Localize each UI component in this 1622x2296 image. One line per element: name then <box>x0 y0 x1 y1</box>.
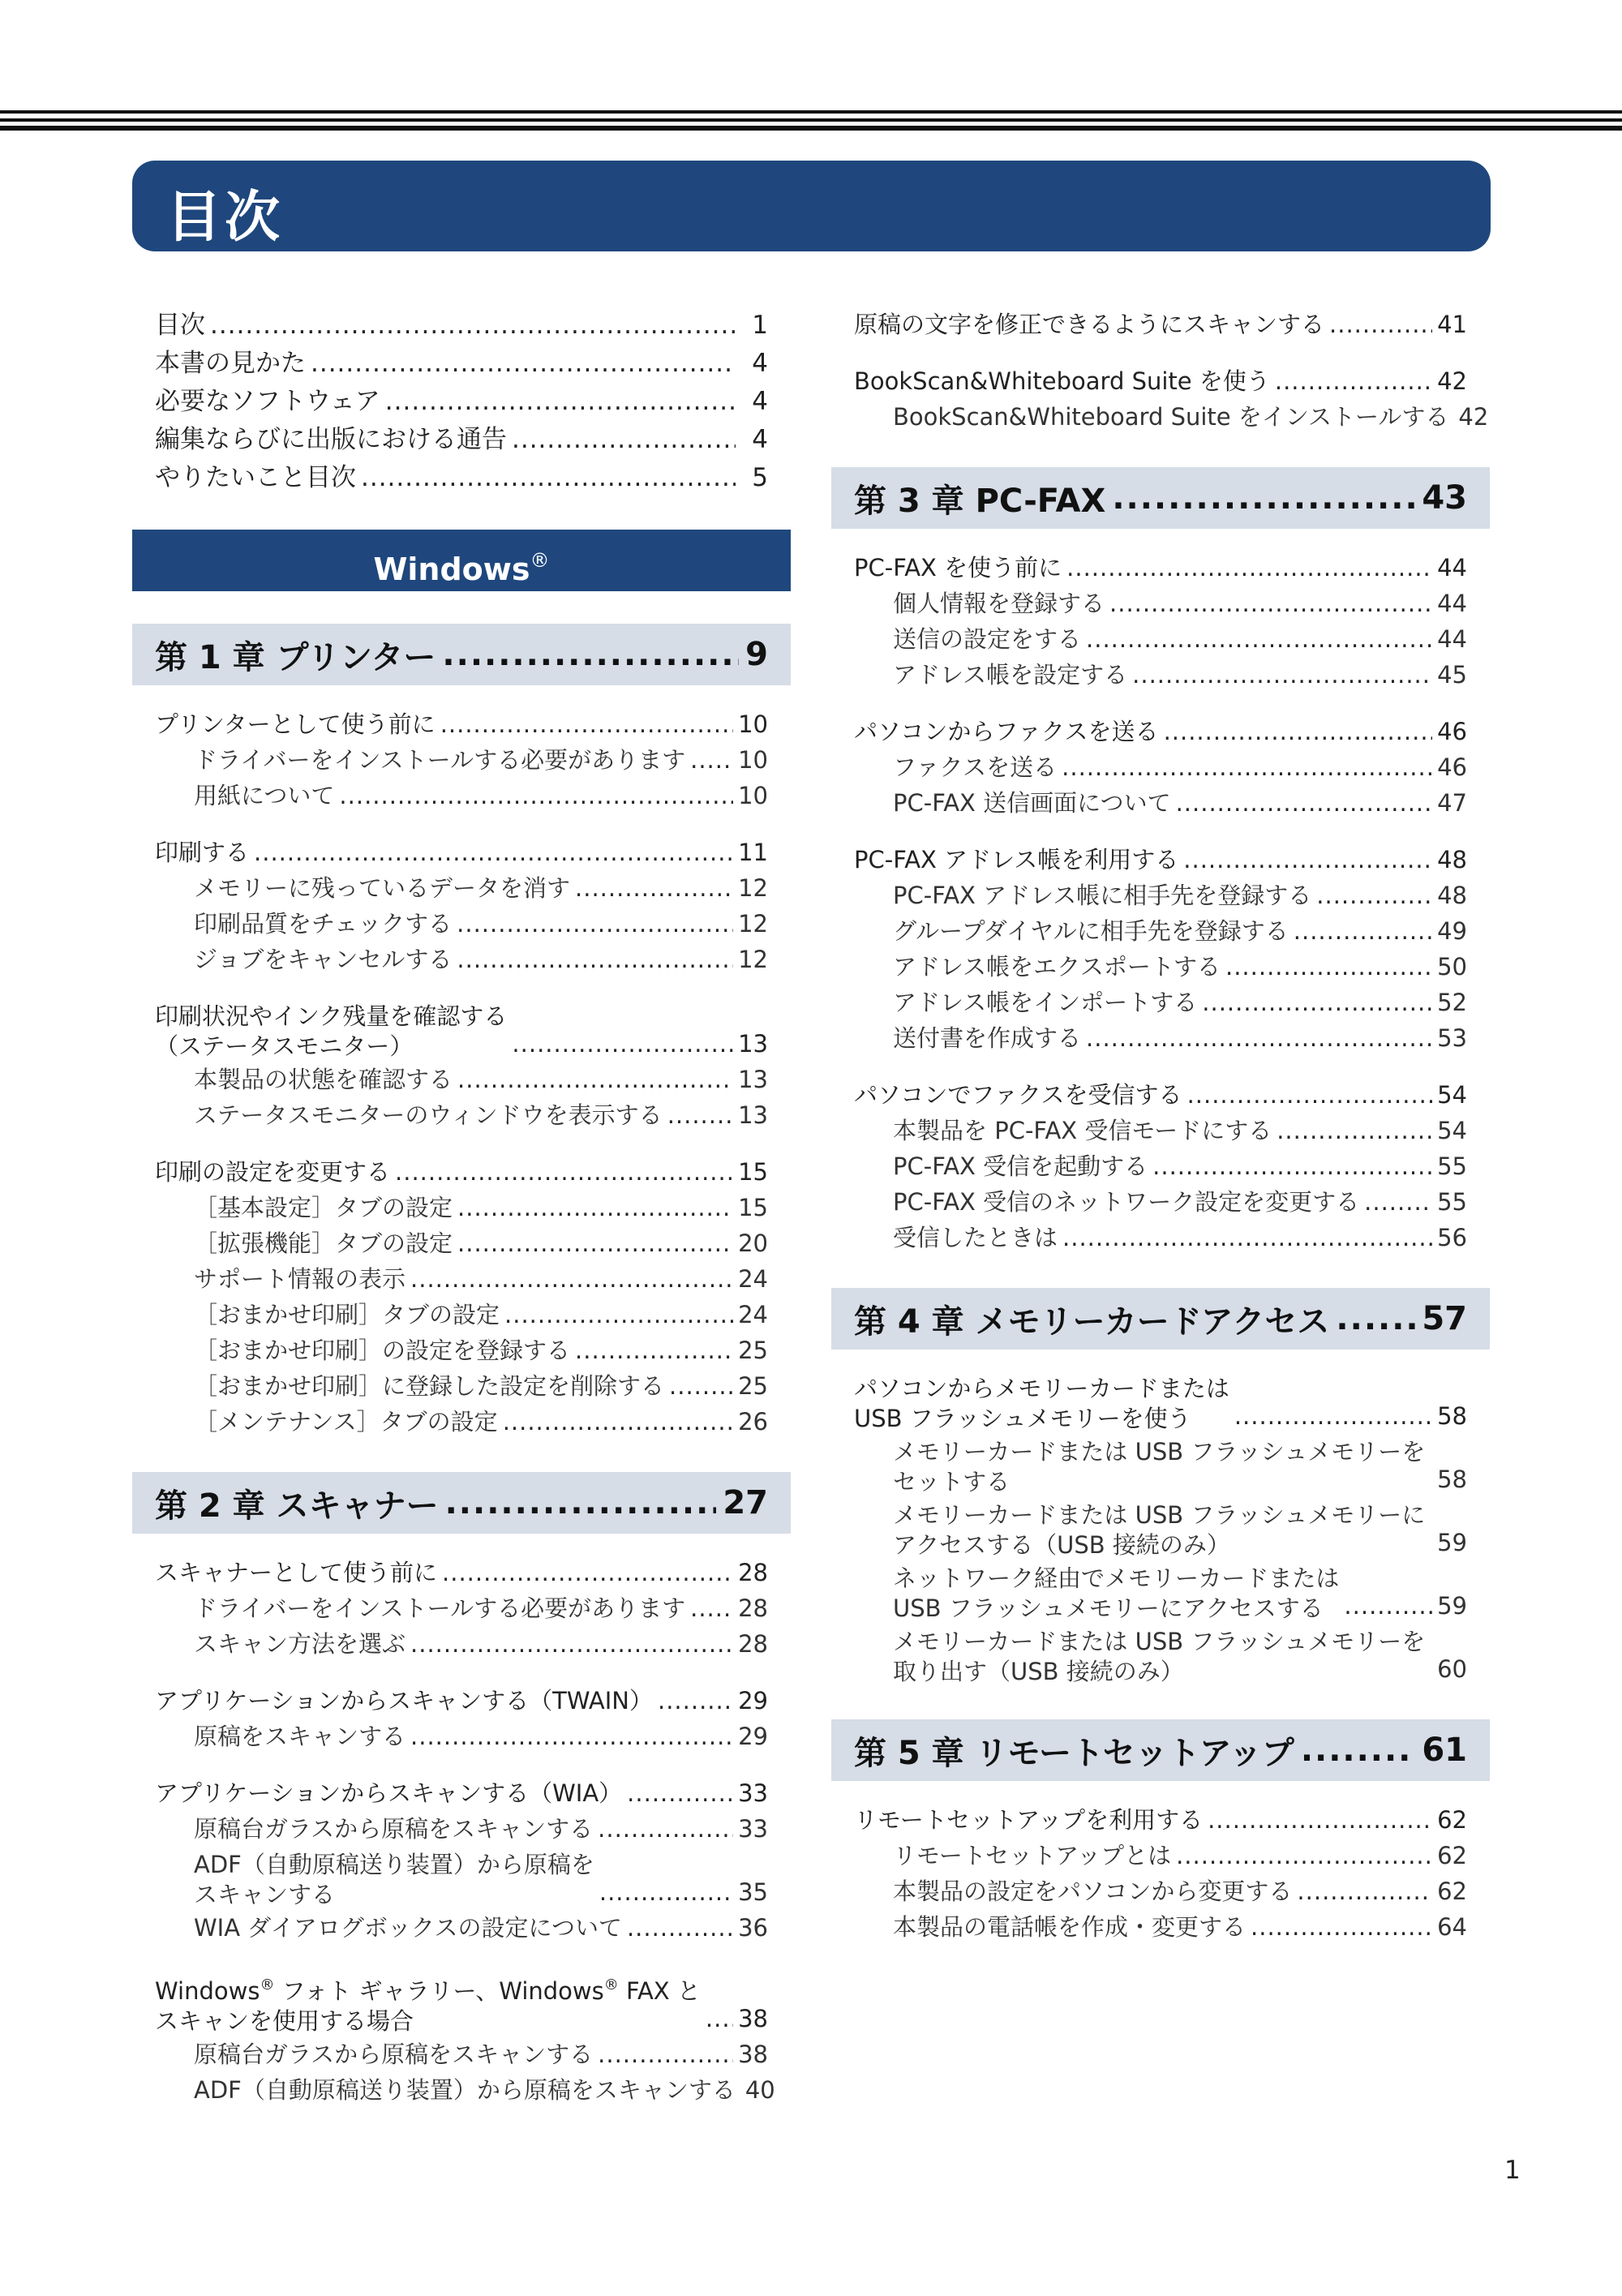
toc-entry[interactable]: アプリケーションからスキャンする（TWAIN） ..... 29 <box>132 1683 791 1719</box>
toc-subentry[interactable]: メモリーに残っているデータを消す ..... 12 <box>132 870 791 906</box>
toc-entry[interactable]: 印刷状況やインク残量を確認する （ステータスモニター） ..... 13 <box>132 998 791 1062</box>
toc-subentry[interactable]: 受信したときは ..... 56 <box>831 1220 1490 1255</box>
toc-section <box>831 1371 1490 1687</box>
toc-subentry[interactable]: ［拡張機能］タブの設定 ..... 20 <box>132 1225 791 1261</box>
toc-entry[interactable]: やりたいこと目次 ..... 5 <box>132 459 791 497</box>
toc-subentry[interactable]: 送付書を作成する ..... 53 <box>831 1020 1490 1056</box>
toc-subentry[interactable]: 原稿台ガラスから原稿をスキャンする ..... 38 <box>132 2036 791 2072</box>
toc-subentry[interactable]: 本製品の電話帳を作成・変更する ..... 64 <box>831 1909 1490 1945</box>
toc-subentry[interactable]: ［基本設定］タブの設定 ..... 15 <box>132 1190 791 1225</box>
toc-subentry[interactable]: アドレス帳をインポートする ..... 52 <box>831 985 1490 1020</box>
toc-subentry[interactable]: グループダイヤルに相手先を登録する ..... 49 <box>831 913 1490 949</box>
toc-subentry[interactable]: 用紙について ..... 10 <box>132 778 791 813</box>
toc-left-column <box>132 307 791 2108</box>
toc-section <box>132 1775 791 1946</box>
toc-entry[interactable]: リモートセットアップを利用する ..... 62 <box>831 1802 1490 1838</box>
chapter-1-heading[interactable]: 第 1 章 プリンター ..... 9 <box>132 624 791 685</box>
toc-subentry[interactable]: 送信の設定をする ..... 44 <box>831 621 1490 657</box>
toc-subentry[interactable]: ADF（自動原稿送り装置）から原稿をスキャンする 40 <box>194 2076 775 2104</box>
toc-entry[interactable]: 必要なソフトウェア ..... 4 <box>132 383 791 421</box>
toc-entry[interactable]: パソコンからメモリーカードまたは USB フラッシュメモリーを使う ..... 58 <box>831 1371 1490 1434</box>
toc-subentry[interactable]: ドライバーをインストールする必要があります ..... 10 <box>132 742 791 778</box>
page-number: 1 <box>1504 2156 1521 2185</box>
toc-entry[interactable]: 本書の見かた ..... 4 <box>132 345 791 383</box>
toc-entry[interactable]: スキャナーとして使う前に ..... 28 <box>132 1555 791 1590</box>
chapter-4-heading[interactable]: 第 4 章 メモリーカードアクセス ..... 57 <box>831 1288 1490 1350</box>
toc-section <box>132 1555 791 1662</box>
toc-entry[interactable]: アプリケーションからスキャンする（WIA） ..... 33 <box>132 1775 791 1811</box>
toc-section <box>132 1154 791 1440</box>
toc-subentry[interactable]: ドライバーをインストールする必要があります ..... 28 <box>132 1590 791 1626</box>
toc-entry[interactable]: BookScan&Whiteboard Suite を使う ..... 42 <box>831 363 1490 399</box>
toc-subentry[interactable]: ［おまかせ印刷］に登録した設定を削除する ..... 25 <box>132 1368 791 1404</box>
toc-subentry[interactable]: PC-FAX アドレス帳に相手先を登録する ..... 48 <box>831 878 1490 913</box>
toc-entry[interactable]: 編集ならびに出版における通告 ..... 4 <box>132 421 791 459</box>
toc-subentry[interactable]: リモートセットアップとは ..... 62 <box>831 1838 1490 1873</box>
toc-entry[interactable]: プリンターとして使う前に ..... 10 <box>132 706 791 742</box>
chapter-2-heading[interactable]: 第 2 章 スキャナー ..... 27 <box>132 1472 791 1534</box>
toc-entry[interactable]: PC-FAX を使う前に ..... 44 <box>831 550 1490 586</box>
toc-subentry[interactable]: ネットワーク経由でメモリーカードまたは USB フラッシュメモリーにアクセスする ..... 59 <box>831 1560 1490 1624</box>
toc-section <box>132 706 791 813</box>
front-matter-list <box>132 307 791 497</box>
toc-subentry[interactable]: サポート情報の表示 ..... 24 <box>132 1261 791 1297</box>
toc-subentry[interactable]: メモリーカードまたは USB フラッシュメモリーを セットする ..... 58 <box>831 1434 1490 1497</box>
toc-subentry[interactable]: 原稿をスキャンする ..... 29 <box>132 1719 791 1754</box>
toc-entry[interactable]: 目次 ..... 1 <box>132 307 791 345</box>
page-title: 目次 <box>166 186 284 250</box>
toc-section <box>831 842 1490 1056</box>
toc-section <box>831 1077 1490 1255</box>
toc-subentry[interactable]: PC-FAX 受信のネットワーク設定を変更する ..... 55 <box>831 1184 1490 1220</box>
toc-subentry[interactable]: スキャン方法を選ぶ ..... 28 <box>132 1626 791 1662</box>
title-banner <box>132 161 1491 251</box>
toc-entry[interactable]: 印刷の設定を変更する ..... 15 <box>132 1154 791 1190</box>
toc-section <box>831 714 1490 821</box>
toc-subentry[interactable]: BookScan&Whiteboard Suite をインストールする 42 <box>893 403 1489 431</box>
toc-subentry[interactable]: ［メンテナンス］タブの設定 ..... 26 <box>132 1404 791 1440</box>
toc-subentry[interactable]: 本製品の設定をパソコンから変更する ..... 62 <box>831 1873 1490 1909</box>
toc-entry[interactable]: PC-FAX アドレス帳を利用する ..... 48 <box>831 842 1490 878</box>
toc-entry[interactable]: 原稿の文字を修正できるようにスキャンする ..... 41 <box>831 307 1490 342</box>
toc-subentry[interactable]: WIA ダイアログボックスの設定について ..... 36 <box>132 1910 791 1946</box>
chapter-5-heading[interactable]: 第 5 章 リモートセットアップ ..... 61 <box>831 1719 1490 1781</box>
toc-subentry[interactable]: アドレス帳をエクスポートする ..... 50 <box>831 949 1490 985</box>
toc-entry[interactable]: パソコンからファクスを送る ..... 46 <box>831 714 1490 749</box>
windows-section-bar: Windows® <box>132 530 791 591</box>
toc-subentry[interactable]: 本製品を PC-FAX 受信モードにする ..... 54 <box>831 1113 1490 1148</box>
toc-entry[interactable]: 印刷する ..... 11 <box>132 835 791 870</box>
toc-subentry[interactable]: アドレス帳を設定する ..... 45 <box>831 657 1490 693</box>
toc-subentry[interactable]: ［おまかせ印刷］の設定を登録する ..... 25 <box>132 1333 791 1368</box>
toc-entry[interactable]: パソコンでファクスを受信する ..... 54 <box>831 1077 1490 1113</box>
toc-subentry[interactable]: ファクスを送る ..... 46 <box>831 749 1490 785</box>
toc-subentry[interactable]: ジョブをキャンセルする ..... 12 <box>132 942 791 977</box>
toc-subentry[interactable]: 印刷品質をチェックする ..... 12 <box>132 906 791 942</box>
toc-section <box>132 998 791 1133</box>
toc-subentry[interactable]: 本製品の状態を確認する ..... 13 <box>132 1062 791 1097</box>
toc-subentry[interactable]: メモリーカードまたは USB フラッシュメモリーに アクセスする（USB 接続のみ） ..... 59 <box>831 1497 1490 1560</box>
toc-section <box>132 835 791 977</box>
toc-section <box>831 363 1490 435</box>
toc-subentry[interactable]: 原稿台ガラスから原稿をスキャンする ..... 33 <box>132 1811 791 1847</box>
toc-entry[interactable]: Windows® フォト ギャラリー、Windows® FAX と スキャンを使用する場合 ..... 38 <box>132 1967 791 2036</box>
toc-subentry[interactable]: ［おまかせ印刷］タブの設定 ..... 24 <box>132 1297 791 1333</box>
toc-subentry[interactable]: PC-FAX 送信画面について ..... 47 <box>831 785 1490 821</box>
toc-subentry[interactable]: ステータスモニターのウィンドウを表示する ..... 13 <box>132 1097 791 1133</box>
toc-section <box>831 550 1490 693</box>
toc-subentry[interactable]: メモリーカードまたは USB フラッシュメモリーを 取り出す（USB 接続のみ） ..... 60 <box>831 1624 1490 1687</box>
toc-subentry[interactable]: ADF（自動原稿送り装置）から原稿を スキャンする ..... 35 <box>132 1847 791 1910</box>
toc-section <box>132 1683 791 1754</box>
toc-right-column <box>831 307 1490 1945</box>
toc-subentry[interactable]: PC-FAX 受信を起動する ..... 55 <box>831 1148 1490 1184</box>
toc-section <box>831 1802 1490 1945</box>
toc-section <box>132 1967 791 2108</box>
toc-subentry[interactable]: 個人情報を登録する ..... 44 <box>831 586 1490 621</box>
chapter-3-heading[interactable]: 第 3 章 PC-FAX ..... 43 <box>831 467 1490 529</box>
toc-section <box>831 307 1490 342</box>
